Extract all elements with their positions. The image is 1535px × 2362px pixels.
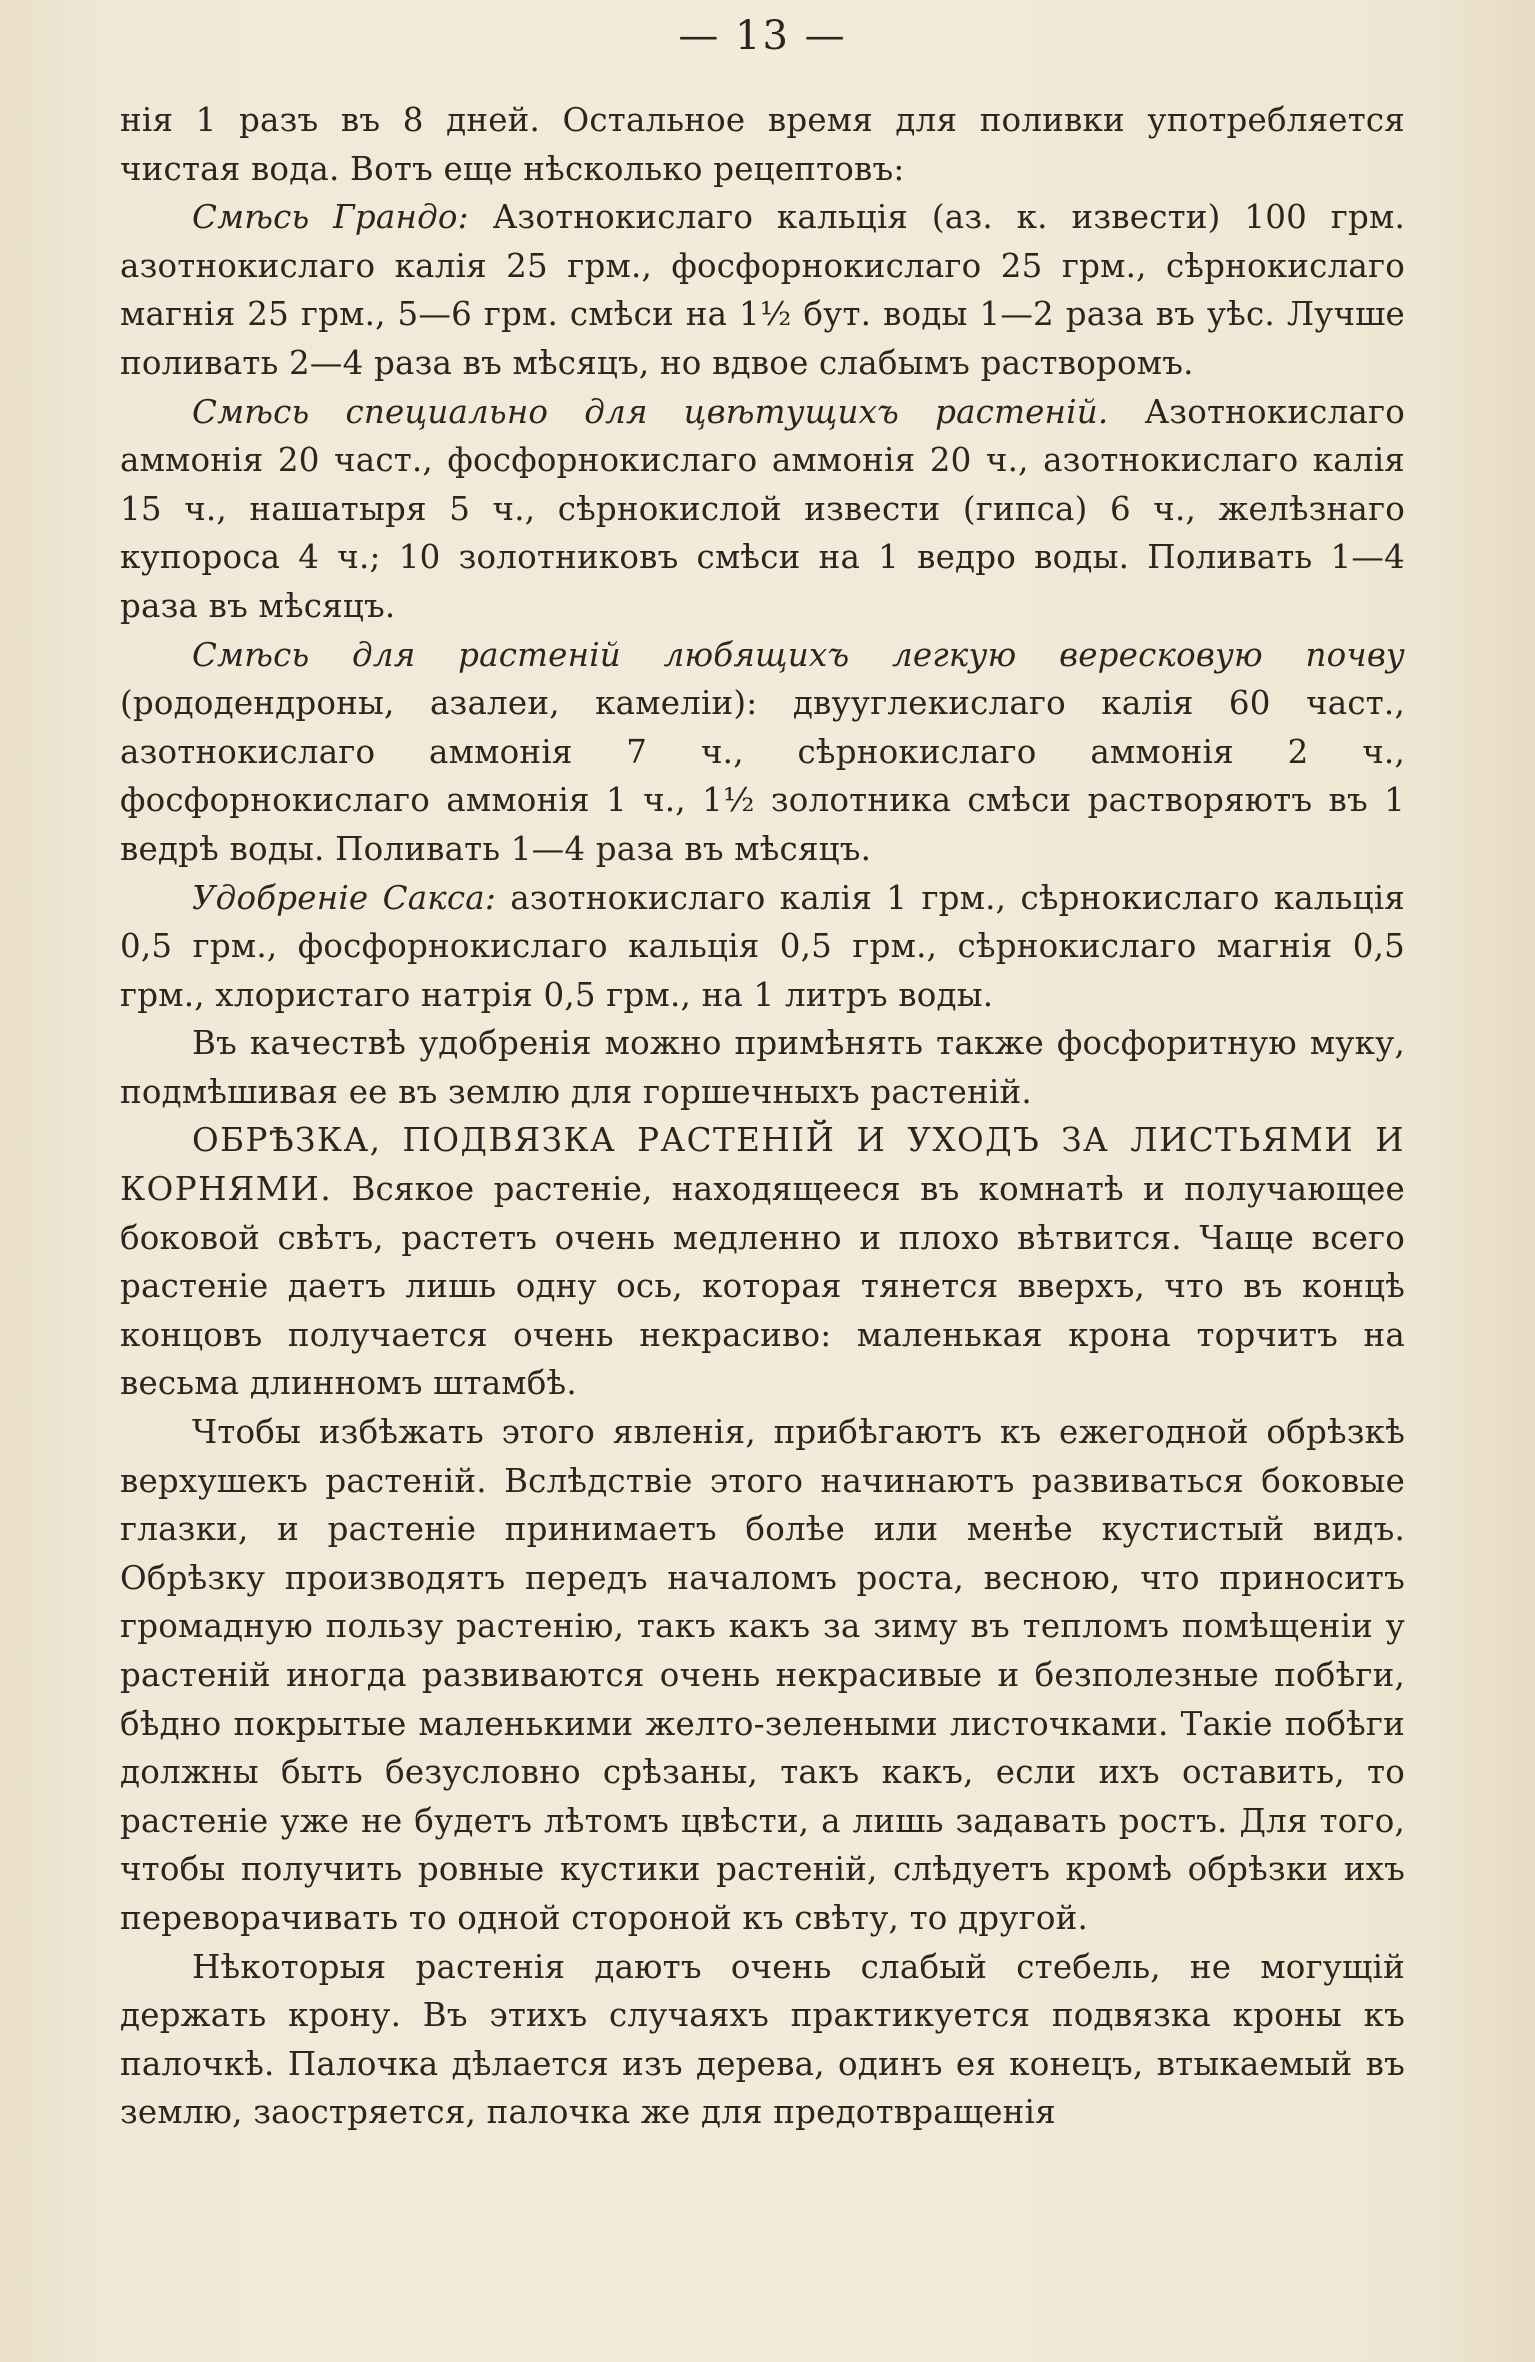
recipe-text: Азотнокислаго кальція (аз. к. извести) 100 грм. азотнокислаго калія 25 грм., фосфорнокислаго 25 грм., сѣрнокислаго магнія 25 грм., 5—6 грм. смѣси на 1½ бут. воды 1—2 раза въ уѣс. Лучше поливать 2—4 раза въ мѣсяцъ, но вдвое слабымъ растворомъ.	[120, 198, 1405, 382]
recipe-saks	[120, 874, 1405, 1020]
recipe-flowering-plants	[120, 388, 1405, 631]
page-number: — 13 —	[678, 13, 847, 59]
paragraph-text: нія 1 разъ въ 8 дней. Остальное время для поливки употребляется чистая вода. Вотъ еще нѣсколько рецептовъ:	[120, 101, 1405, 188]
recipe-text: Азотнокислаго аммонія 20 част., фосфорнокислаго аммонія 20 ч., азотнокислаго калія 15 ч., нашатыря 5 ч., сѣрнокислой извести (гипса) 6 ч., желѣзнаго купороса 4 ч.; 10 золотниковъ смѣси на 1 ведро воды. Поливать 1—4 раза въ мѣсяцъ.	[120, 392, 1405, 625]
paragraph-text: Въ качествѣ удобренія можно примѣнять также фосфоритную муку, подмѣшивая ее въ землю для горшечныхъ растеній.	[120, 1024, 1405, 1111]
section-intro: Всякое растеніе, находящееся въ комнатѣ и получающее боковой свѣтъ, растетъ очень медленно и плохо вѣтвится. Чаще всего растеніе даетъ лишь одну ось, которая тянется вверхъ, что въ концѣ концовъ получается очень некрасиво: маленькая крона торчитъ на весьма длинномъ штамбѣ.	[120, 1170, 1405, 1403]
recipe-heather-soil	[120, 631, 1405, 874]
recipe-text: азотнокислаго калія 1 грм., сѣрнокислаго кальція 0,5 грм., фосфорнокислаго кальція 0,5 грм., сѣрнокислаго магнія 0,5 грм., хлористаго натрія 0,5 грм., на 1 литръ воды.	[120, 878, 1405, 1014]
section-pruning	[120, 1116, 1405, 1408]
recipe-title: Смѣсь для растеній любящихъ легкую вересковую почву	[192, 635, 1405, 674]
paragraph-phosphorite	[120, 1019, 1405, 1116]
paragraph-continuation	[120, 96, 1405, 193]
page-body	[120, 96, 1405, 2137]
paragraph-pruning	[120, 1408, 1405, 1943]
recipe-title: Смѣсь Грандо:	[192, 198, 469, 237]
recipe-grando	[120, 193, 1405, 387]
recipe-text: (рододендроны, азалеи, камеліи): двууглекислаго калія 60 част., азотнокислаго аммонія 7 ч., сѣрнокислаго аммонія 2 ч., фосфорнокислаго аммонія 1 ч., 1½ золотника смѣси растворяютъ въ 1 ведрѣ воды. Поливать 1—4 раза въ мѣсяцъ.	[120, 684, 1405, 868]
paragraph-staking	[120, 1943, 1405, 2137]
paragraph-text: Нѣкоторыя растенія даютъ очень слабый стебель, не могущій держать крону. Въ этихъ случаяхъ практикуется подвязка кроны къ палочкѣ. Палочка дѣлается изъ дерева, одинъ ея конецъ, втыкаемый въ землю, заостряется, палочка же для предотвращенія	[120, 1947, 1405, 2132]
paragraph-text: Чтобы избѣжать этого явленія, прибѣгаютъ къ ежегодной обрѣзкѣ верхушекъ растеній. Вслѣдствіе этого начинаютъ развиваться боковые глазки, и растеніе принимаетъ болѣе или менѣе кустистый видъ. Обрѣзку производятъ передъ началомъ роста, весною, что приноситъ громадную пользу растенію, такъ какъ за зиму въ тепломъ помѣщеніи у растеній иногда развиваются очень некрасивые и безполезные побѣги, бѣдно покрытые маленькими желто-зелеными листочками. Такіе побѣги должны быть безусловно срѣзаны, такъ какъ, если ихъ оставить, то растеніе уже не будетъ лѣтомъ цвѣсти, а лишь задавать ростъ. Для того, чтобы получить ровные кустики растеній, слѣдуетъ кромѣ обрѣзки ихъ переворачивать то одной стороной къ свѣту, то другой.	[120, 1413, 1405, 1937]
section-heading: ОБРѢЗКА, ПОДВЯЗКА РАСТЕНІЙ И УХОДЪ ЗА ЛИСТЬЯМИ И КОРНЯМИ.	[120, 1121, 1405, 1209]
recipe-title: Смѣсь специально для цвѣтущихъ растеній.	[192, 392, 1109, 431]
recipe-title: Удобреніе Сакса:	[192, 878, 497, 917]
